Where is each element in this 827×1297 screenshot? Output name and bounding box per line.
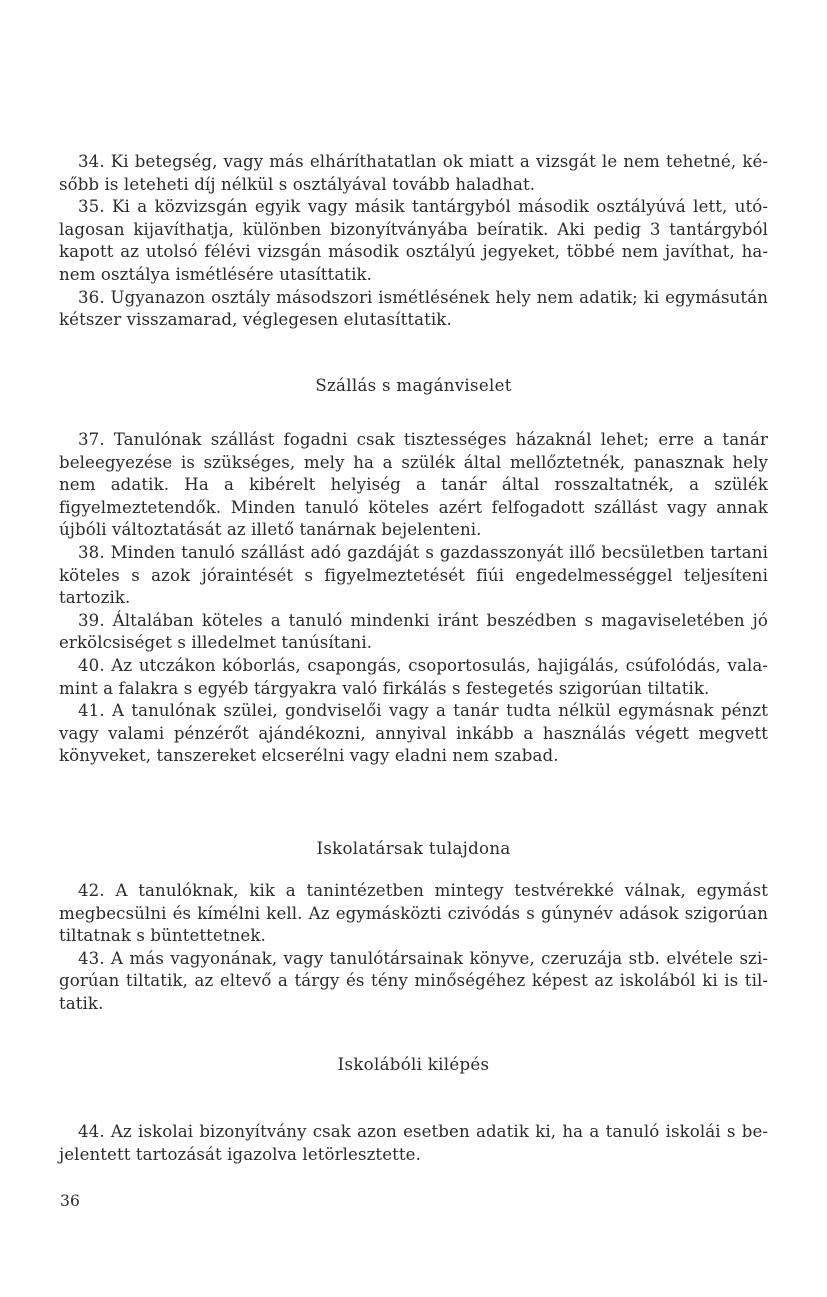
lodging-conduct-section bbox=[59, 429, 768, 768]
book-page bbox=[59, 0, 768, 1297]
paragraph-37: 37. Tanulónak szállást fogadni csak tisztességes házaknál lehet; erre a tanár beleegyezése is szükséges, mely ha a szülék által mellőztetnék, panasznak hely nem adatik. Ha a kibérelt helyiség a tanár által rosszaltatnék, a szülék figyelmeztetendők. Minden tanuló köteles azért felfogadott szállást vagy annak újbóli változtatását az illető tanárnak bejelenteni. bbox=[59, 430, 768, 540]
paragraph-42: 42. A tanulóknak, kik a tanintézetben mintegy testvérekké válnak, egymást megbecsülni és kímélni kell. Az egymásközti czivódás s gúnynév adások szigorúan tiltatnak s büntettetnek. bbox=[59, 881, 768, 946]
paragraph-44: 44. Az iskolai bizonyítvány csak azon esetben adatik ki, ha a tanuló iskolái s bejelentett tartozását igazolva letörlesztette. bbox=[59, 1122, 768, 1164]
leaving-school-section bbox=[59, 1121, 768, 1166]
page-number: 36 bbox=[60, 1192, 80, 1210]
section-heading-classmates-property: Iskolatársak tulajdona bbox=[316, 839, 511, 858]
paragraph-34: 34. Ki betegség, vagy más elháríthatatlan ok miatt a vizsgát le nem tehetné, később is leteheti díj nélkül s osztályával tovább haladhat. bbox=[59, 152, 768, 194]
paragraph-41: 41. A tanulónak szülei, gondviselői vagy a tanár tudta nélkül egymásnak pénzt vagy valami pénzérőt ajándékozni, annyival inkább a használás végett megvett könyveket, tanszereket elcserélni vagy eladni nem szabad. bbox=[59, 701, 768, 766]
paragraph-36: 36. Ugyanazon osztály másodszori ismétlésének hely nem adatik; ki egymásután kétszer visszamarad, véglegesen elutasíttatik. bbox=[59, 287, 768, 330]
classmates-property-section bbox=[59, 880, 768, 1016]
exam-rules-section bbox=[59, 151, 768, 332]
section-heading-leaving-school: Iskolábóli kilépés bbox=[337, 1055, 490, 1074]
paragraph-38: 38. Minden tanuló szállást adó gazdáját s gazdasszonyát illő becsületben tartani köteles s azok jóraintését s figyelmeztetését fiúi engedelmességgel teljesíteni tartozik. bbox=[59, 542, 768, 608]
paragraph-43: 43. A más vagyonának, vagy tanulótársainak könyve, czeruzája stb. elvétele szigorúan tiltatik, az eltevő a tárgy és tény minőségéhez képest az iskolából ki is tiltatik. bbox=[59, 948, 768, 1013]
paragraph-40: 40. Az utczákon kóborlás, csapongás, csoportosulás, hajigálás, csúfolódás, valamint a falakra s egyéb tárgyakra való firkálás s festegetés szigorúan tiltatik. bbox=[59, 655, 768, 698]
paragraph-39: 39. Általában köteles a tanuló mindenki iránt beszédben s magaviseletében jó erkölcsiséget s illedelmet tanúsítani. bbox=[59, 610, 768, 653]
paragraph-35: 35. Ki a közvizsgán egyik vagy másik tantárgyból második osztályúvá lett, utólagosan kijavíthatja, különben bizonyítványába beíratik. Aki pedig 3 tantárgyból kapott az utolsó félévi vizsgán második osztályú jegyeket, többé nem javíthat, hanem osztálya ismétlésére utasíttatik. bbox=[59, 197, 768, 284]
section-heading-lodging: Szállás s magánviselet bbox=[315, 376, 512, 395]
